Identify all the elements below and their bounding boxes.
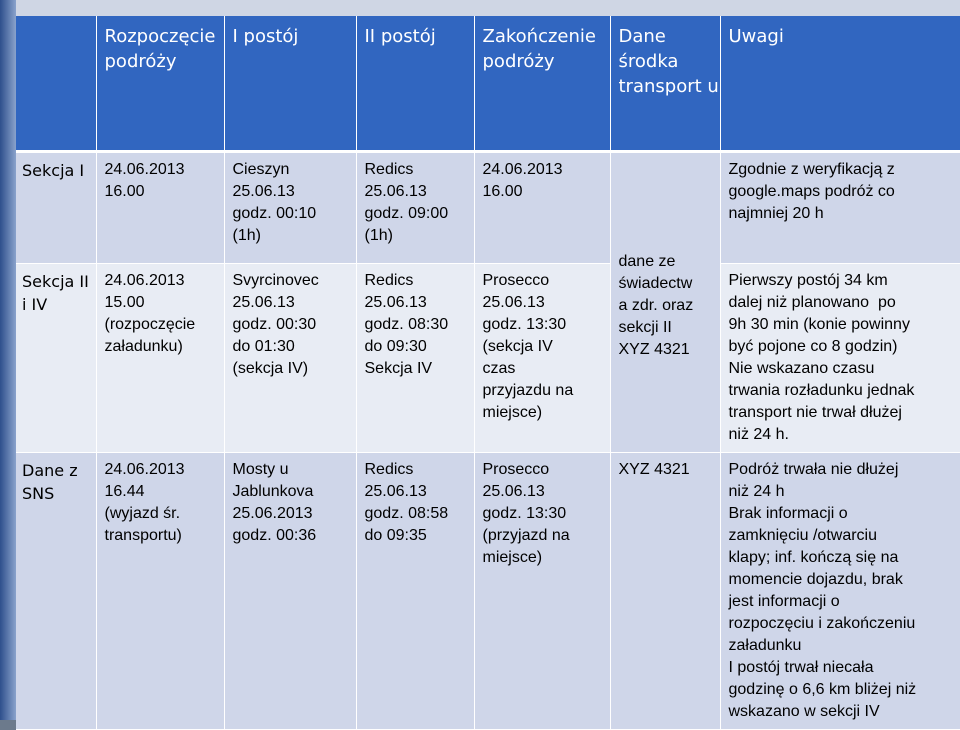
cell-line: (sekcja IV (482, 338, 553, 355)
cell-line: Mosty u (232, 461, 289, 478)
cell-line: zamknięciu /otwarciu (728, 527, 877, 544)
cell-line: 9h 30 min (konie powinny (728, 316, 910, 333)
cell-stop2 (356, 152, 474, 264)
cell-line: 15.00 (104, 294, 145, 311)
cell-line: godz. 00:30 (232, 316, 317, 333)
cell-line: rozpoczęciu i zakończeniu (728, 615, 916, 632)
cell-line: 25.06.13 (232, 294, 295, 311)
cell-line: Brak informacji o (728, 505, 848, 522)
cell-line: miejsce) (482, 549, 543, 566)
cell-line: 24.06.2013 (104, 272, 185, 289)
cell-line: załadunku) (104, 338, 183, 355)
cell-line: Svyrcinovec (232, 272, 319, 289)
cell-line: 25.06.2013 (232, 505, 313, 522)
cell-line: godz. 08:30 (364, 316, 449, 333)
cell-line: miejsce) (482, 404, 543, 421)
cell-line: świadectw (618, 274, 693, 292)
cell-line: Nie wskazano czasu (728, 360, 875, 377)
cell-line: do 09:30 (364, 338, 427, 355)
cell-line: 16.00 (104, 183, 145, 200)
cell-line: 16.00 (482, 183, 523, 200)
table-row (16, 152, 960, 264)
transport-comparison-table (16, 16, 960, 730)
cell-stop1 (224, 453, 356, 730)
cell-line: Sekcja IV (364, 360, 433, 377)
cell-line: Redics (364, 161, 414, 178)
cell-line: Prosecco (482, 272, 550, 289)
cell-line: a zdr. oraz (618, 296, 694, 314)
cell-line: (przyjazd na (482, 527, 570, 544)
cell-end (474, 152, 610, 264)
cell-line: niż 24 h (728, 483, 785, 500)
cell-line: dane ze (618, 252, 676, 270)
cell-stop2 (356, 453, 474, 730)
cell-notes (720, 264, 960, 453)
cell-line: najmniej 20 h (728, 205, 824, 222)
cell-line: XYZ 4321 (618, 340, 690, 358)
cell-line: (rozpoczęcie (104, 316, 196, 333)
cell-line: transportu) (104, 527, 182, 544)
cell-line: (1h) (364, 227, 393, 244)
cell-line: godz. 13:30 (482, 316, 567, 333)
cell-notes (720, 152, 960, 264)
cell-line: 24.06.2013 (482, 161, 563, 178)
slide-left-strip (0, 0, 16, 720)
cell-vehicle-merged (610, 152, 720, 453)
cell-line: godz. 09:00 (364, 205, 449, 222)
cell-line: czas (482, 360, 516, 377)
header-notes: Uwagi (720, 16, 960, 152)
row-label: Dane z SNS (16, 453, 96, 730)
cell-line: trwania rozładunku jednak (728, 382, 915, 399)
cell-end (474, 264, 610, 453)
cell-line: sekcji II (618, 318, 672, 336)
cell-line: Jablunkova (232, 483, 314, 500)
header-start: Rozpoczęcie podróży (96, 16, 224, 152)
header-corner (16, 16, 96, 152)
header-end: Zakończenie podróży (474, 16, 610, 152)
cell-line: 16.44 (104, 483, 145, 500)
cell-line: 25.06.13 (232, 183, 295, 200)
cell-stop1 (224, 152, 356, 264)
cell-line: 24.06.2013 (104, 161, 185, 178)
row-label: Sekcja II i IV (16, 264, 96, 453)
cell-line: przyjazdu na (482, 382, 574, 399)
cell-line: wskazano w sekcji IV (728, 703, 880, 720)
cell-line: Podróż trwała nie dłużej (728, 461, 899, 478)
cell-line: jest informacji o (728, 593, 840, 610)
cell-line: załadunku (728, 637, 802, 654)
cell-line: (wyjazd śr. (104, 505, 181, 522)
cell-stop1 (224, 264, 356, 453)
cell-line: 25.06.13 (364, 483, 427, 500)
cell-line: godz. 00:36 (232, 527, 317, 544)
cell-line: Cieszyn (232, 161, 290, 178)
cell-line: niż 24 h. (728, 426, 789, 443)
cell-line: godzinę o 6,6 km bliżej niż (728, 681, 917, 698)
cell-line: Zgodnie z weryfikacją z (728, 161, 895, 178)
cell-line: godz. 13:30 (482, 505, 567, 522)
cell-line: Redics (364, 461, 414, 478)
cell-vehicle: XYZ 4321 (610, 453, 720, 730)
cell-line: do 01:30 (232, 338, 295, 355)
cell-start (96, 453, 224, 730)
cell-line: 25.06.13 (482, 483, 545, 500)
cell-line: do 09:35 (364, 527, 427, 544)
cell-line: dalej niż planowano po (728, 294, 896, 311)
cell-line: godz. 08:58 (364, 505, 449, 522)
cell-notes (720, 453, 960, 730)
cell-line: Redics (364, 272, 414, 289)
cell-stop2 (356, 264, 474, 453)
row-label: Sekcja I (16, 152, 96, 264)
cell-line: 24.06.2013 (104, 461, 185, 478)
cell-start (96, 152, 224, 264)
cell-line: godz. 00:10 (232, 205, 317, 222)
cell-end (474, 453, 610, 730)
cell-line: (sekcja IV) (232, 360, 309, 377)
cell-line: 25.06.13 (364, 294, 427, 311)
cell-line: I postój trwał niecała (728, 659, 874, 676)
header-stop1: I postój (224, 16, 356, 152)
cell-line: klapy; inf. kończą się na (728, 549, 899, 566)
cell-line: Pierwszy postój 34 km (728, 272, 888, 289)
cell-line: momencie dojazdu, brak (728, 571, 903, 588)
cell-start (96, 264, 224, 453)
cell-line: transport nie trwał dłużej (728, 404, 902, 421)
table-row (16, 264, 960, 453)
header-stop2: II postój (356, 16, 474, 152)
cell-line: Prosecco (482, 461, 550, 478)
table-row (16, 453, 960, 730)
cell-line: 25.06.13 (482, 294, 545, 311)
cell-line: (1h) (232, 227, 261, 244)
header-row (16, 16, 960, 152)
header-vehicle: Dane środka transport u (610, 16, 720, 152)
cell-line: google.maps podróż co (728, 183, 895, 200)
cell-line: być pojone co 8 godzin) (728, 338, 898, 355)
cell-line: 25.06.13 (364, 183, 427, 200)
